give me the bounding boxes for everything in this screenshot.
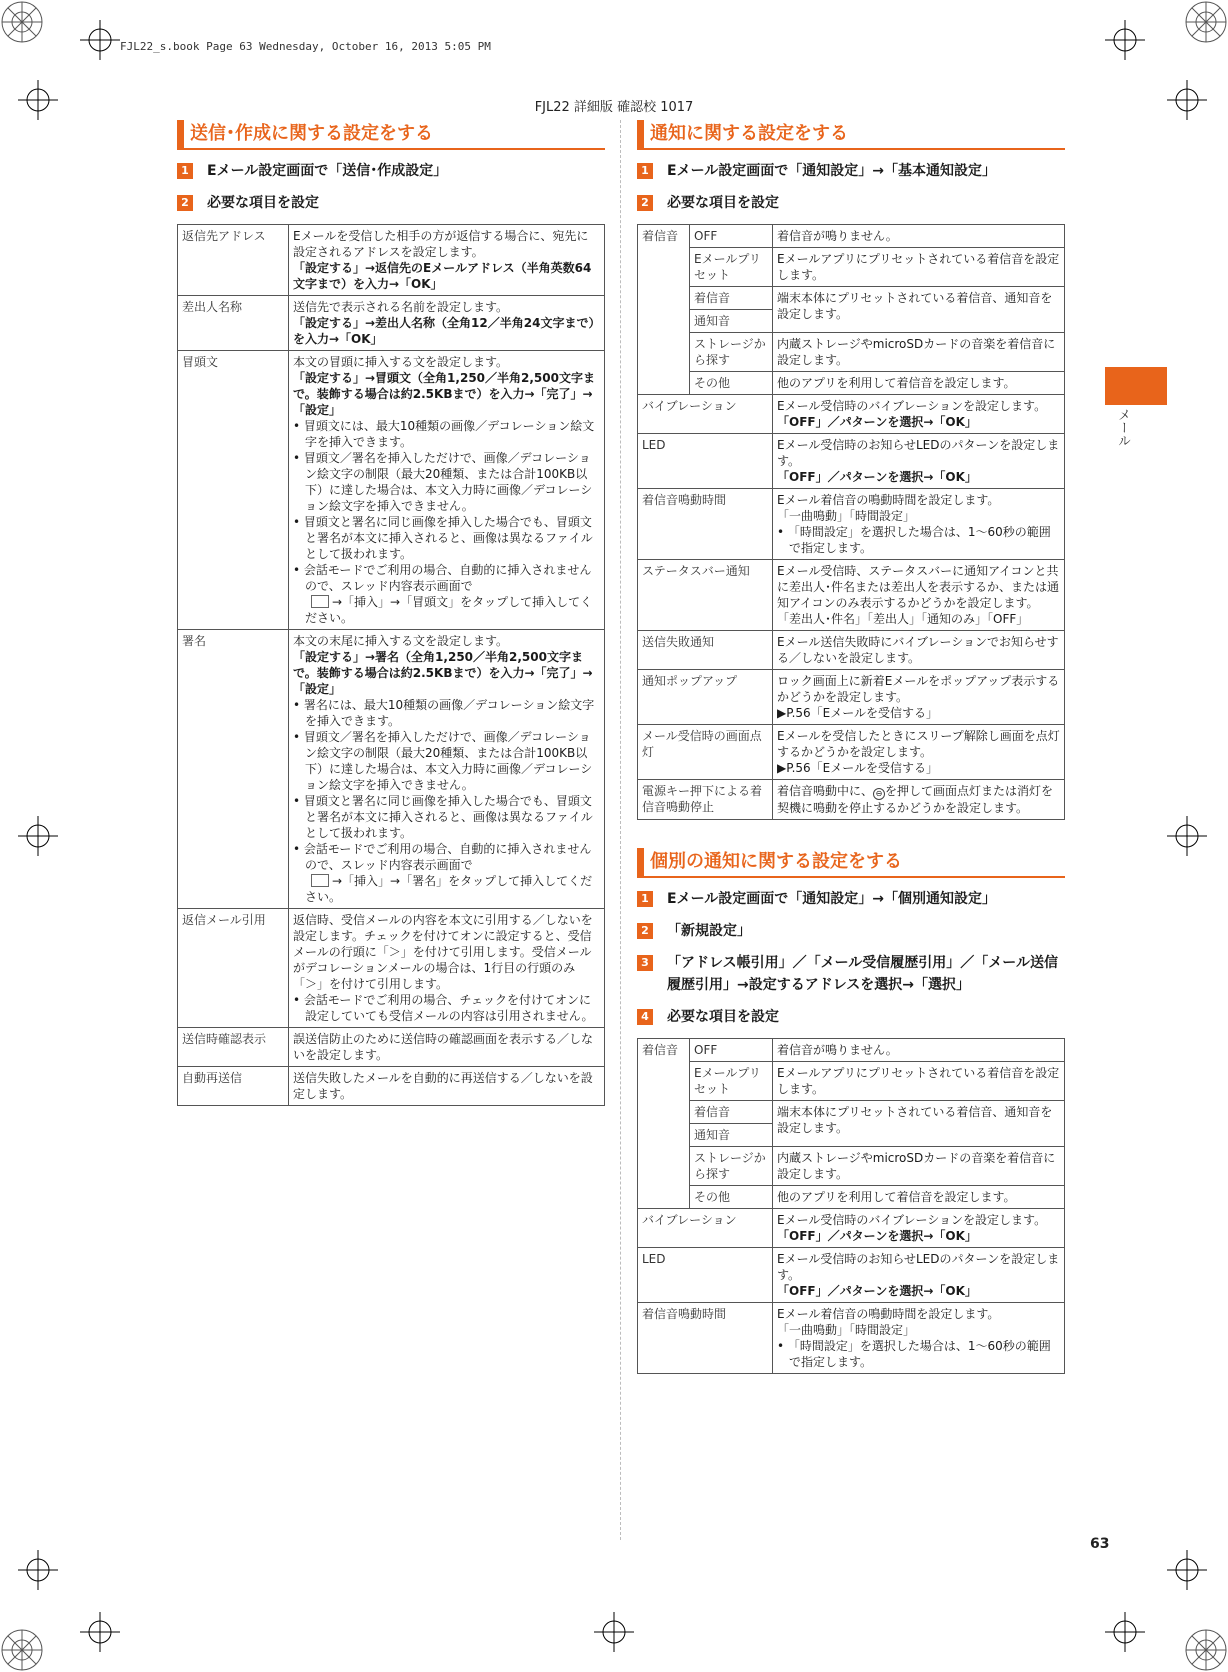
row-desc [289, 351, 605, 630]
desc-text: 「一曲鳴動」「時間設定」 [777, 509, 916, 523]
page-reference: ▶P.56「Eメールを受信する」 [777, 706, 939, 720]
bullet-note: • 冒頭文と署名に同じ画像を挿入した場合でも、冒頭文と署名が本文に挿入されると、画像は異なるファイルとして扱われます。 [293, 515, 593, 561]
table-row [638, 333, 1065, 372]
row-desc [289, 630, 605, 909]
desc-text: 着信音鳴動中に、 [777, 784, 874, 798]
desc-text: Eメール着信音の鳴動時間を設定します。 [777, 1307, 1000, 1321]
table-row [638, 1147, 1065, 1186]
table-row [178, 1067, 605, 1106]
desc-text: 返信時、受信メールの内容を本文に引用する／しないを設定します。チェックを付けてオンに設定すると、受信メールの行頭に「＞」を付けて引用します。受信メールがデコレーションメールの場合は、1行目の行頭のみ「＞」を付けて引用します。 [293, 913, 593, 991]
operation-text: 「設定する」→返信先のEメールアドレス（半角英数64文字まで）を入力→「OK」 [293, 261, 592, 291]
column-divider [620, 120, 621, 1540]
starburst-mark-icon [1186, 1630, 1226, 1670]
bullet-note: • 「時間設定」を選択した場合は、1～60秒の範囲で指定します。 [777, 1339, 1051, 1369]
row-desc: 送信失敗したメールを自動的に再送信する／しないを設定します。 [289, 1067, 605, 1106]
crosshair-mark-icon [80, 1612, 120, 1652]
desc-text: Eメールを受信した相手の方が返信する場合に、宛先に設定されるアドレスを設定します。 [293, 229, 589, 259]
row-label: 冒頭文 [178, 351, 289, 630]
crosshair-mark-icon [18, 1550, 58, 1590]
table-row [638, 1186, 1065, 1209]
bullet-note [293, 562, 600, 626]
table-row [178, 225, 605, 296]
individual-notification-table [637, 1038, 1065, 1374]
bullet-note: • 署名には、最大10種類の画像／デコレーション絵文字を挿入できます。 [293, 698, 595, 728]
desc-text: Eメール受信時のお知らせLEDのパターンを設定します。 [777, 438, 1060, 468]
doc-header: FJL22 詳細版 確認校 1017 [534, 100, 694, 115]
step-number: 3 [637, 955, 653, 971]
step-number: 2 [637, 923, 653, 939]
row-label: 差出人名称 [178, 296, 289, 351]
power-key-icon: ⊖ [873, 788, 885, 800]
desc-text: Eメール受信時のお知らせLEDのパターンを設定します。 [777, 1252, 1060, 1282]
table-row [638, 631, 1065, 670]
table-row [178, 1028, 605, 1067]
section-title: 個別の通知に関する設定をする [637, 848, 1065, 878]
row-desc [773, 670, 1065, 725]
row-label: 返信先アドレス [178, 225, 289, 296]
operation-text: 「OFF」／パターンを選択→「OK」 [777, 1229, 977, 1243]
step-text: 「アドレス帳引用」／「メール受信履歴引用」／「メール送信履歴引用」→設定するアドレスを選択→「選択」 [667, 955, 1059, 993]
row-desc: 着信音が鳴りません。 [773, 1039, 1065, 1062]
row-label: 着信音 [638, 225, 690, 395]
row-desc: Eメール送信失敗時にバイブレーションでお知らせする／しないを設定します。 [773, 631, 1065, 670]
sub-label: 着信音 [690, 1101, 773, 1124]
row-label: 送信時確認表示 [178, 1028, 289, 1067]
row-label: 着信音 [638, 1039, 690, 1209]
table-row [638, 1101, 1065, 1124]
crosshair-mark-icon [594, 1612, 634, 1652]
starburst-mark-icon [2, 2, 42, 42]
step-text: 必要な項目を設定 [667, 195, 779, 211]
bullet-note: • 会話モードでご利用の場合、チェックを付けてオンに設定していても受信メールの内容は引用されません。 [293, 993, 594, 1023]
step-text: 必要な項目を設定 [667, 1009, 779, 1025]
bullet-note: • 冒頭文と署名に同じ画像を挿入した場合でも、冒頭文と署名が本文に挿入されると、画像は異なるファイルとして扱われます。 [293, 794, 593, 840]
table-row [638, 780, 1065, 820]
table-row [638, 670, 1065, 725]
row-desc [773, 1209, 1065, 1248]
row-desc: 他のアプリを利用して着信音を設定します。 [773, 1186, 1065, 1209]
left-column [177, 120, 605, 1134]
row-desc: 内蔵ストレージやmicroSDカードの音楽を着信音に設定します。 [773, 1147, 1065, 1186]
row-label: バイブレーション [638, 395, 773, 434]
bullet-note: • 「時間設定」を選択した場合は、1～60秒の範囲で指定します。 [777, 525, 1051, 555]
desc-text: 「差出人･件名」「差出人」「通知のみ」「OFF」 [777, 612, 1029, 626]
bullet-note: • 冒頭文には、最大10種類の画像／デコレーション絵文字を挿入できます。 [293, 419, 595, 449]
bullet-note [293, 841, 600, 905]
table-row [638, 248, 1065, 287]
operation-text: 「OFF」／パターンを選択→「OK」 [777, 415, 977, 429]
step [637, 888, 1065, 910]
table-row [178, 351, 605, 630]
row-label: 返信メール引用 [178, 909, 289, 1028]
crosshair-mark-icon [18, 816, 58, 856]
row-label: バイブレーション [638, 1209, 773, 1248]
page-number: 63 [1090, 1536, 1110, 1552]
sub-label: ストレージから探す [690, 333, 773, 372]
chapter-tab [1105, 367, 1167, 405]
row-desc [773, 1248, 1065, 1303]
step-text: Eメール設定画面で「送信･作成設定」 [207, 163, 448, 179]
right-column [637, 120, 1065, 1402]
step-number: 1 [637, 891, 653, 907]
desc-text: 「一曲鳴動」「時間設定」 [777, 1323, 916, 1337]
step-number: 2 [177, 195, 193, 211]
row-label: 着信音鳴動時間 [638, 489, 773, 560]
desc-text: 送信先で表示される名前を設定します。 [293, 300, 509, 314]
row-desc [773, 725, 1065, 780]
desc-text: ロック画面上に新着Eメールをポップアップ表示するかどうかを設定します。 [777, 674, 1060, 704]
sub-label: Eメールプリセット [690, 1062, 773, 1101]
row-desc [773, 395, 1065, 434]
row-label: LED [638, 434, 773, 489]
bullet-text: • 会話モードでご利用の場合、自動的に挿入されませんので、スレッド内容表示画面で [293, 842, 592, 872]
desc-text: 本文の末尾に挿入する文を設定します。 [293, 634, 509, 648]
operation-text: 「OFF」／パターンを選択→「OK」 [777, 1284, 977, 1298]
sub-label: その他 [690, 372, 773, 395]
sub-label: ストレージから探す [690, 1147, 773, 1186]
table-row [638, 1209, 1065, 1248]
row-label: LED [638, 1248, 773, 1303]
step-number: 2 [637, 195, 653, 211]
row-desc [289, 909, 605, 1028]
bullet-text: • 会話モードでご利用の場合、自動的に挿入されませんので、スレッド内容表示画面で [293, 563, 592, 593]
desc-text: Eメール受信時のバイブレーションを設定します。 [777, 399, 1047, 413]
step-number: 4 [637, 1009, 653, 1025]
table-row [638, 372, 1065, 395]
sub-label: OFF [690, 1039, 773, 1062]
crosshair-mark-icon [1167, 816, 1207, 856]
table-row [638, 225, 1065, 248]
operation-text: 「設定する」→冒頭文（全角1,250／半角2,500文字まで。装飾する場合は約2.5KBまで）を入力→「完了」→「設定」 [293, 371, 595, 417]
row-desc [773, 1303, 1065, 1374]
bullet-note: • 冒頭文／署名を挿入しただけで、画像／デコレーション絵文字の制限（最大20種類、または合計100KB以下）に達した場合は、本文入力時に画像／デコレーション絵文字を挿入できません。 [293, 451, 593, 513]
step-number: 1 [177, 163, 193, 179]
step [637, 160, 1065, 182]
sub-label: Eメールプリセット [690, 248, 773, 287]
step-text: Eメール設定画面で「通知設定」→「個別通知設定」 [667, 891, 997, 907]
desc-text: 本文の冒頭に挿入する文を設定します。 [293, 355, 509, 369]
row-desc: Eメールアプリにプリセットされている着信音を設定します。 [773, 248, 1065, 287]
table-row [638, 725, 1065, 780]
table-row [638, 1062, 1065, 1101]
sub-label: 着信音 [690, 287, 773, 310]
step [637, 920, 1065, 942]
book-header: FJL22_s.book Page 63 Wednesday, October 16, 2013 5:05 PM [120, 40, 491, 53]
row-label: メール受信時の画面点灯 [638, 725, 773, 780]
row-desc: 誤送信防止のために送信時の確認画面を表示する／しないを設定します。 [289, 1028, 605, 1067]
bullet-text: →「挿入」→「署名」をタップして挿入してください。 [305, 874, 593, 904]
table-row [178, 296, 605, 351]
row-desc: 端末本体にプリセットされている着信音、通知音を設定します。 [773, 1101, 1065, 1147]
table-row [638, 560, 1065, 631]
bullet-note: • 冒頭文／署名を挿入しただけで、画像／デコレーション絵文字の制限（最大20種類、または合計100KB以下）に達した場合は、本文入力時に画像／デコレーション絵文字を挿入できません。 [293, 730, 593, 792]
row-desc: Eメールアプリにプリセットされている着信音を設定します。 [773, 1062, 1065, 1101]
step [177, 192, 605, 214]
row-label: 署名 [178, 630, 289, 909]
row-label: 着信音鳴動時間 [638, 1303, 773, 1374]
row-desc: 他のアプリを利用して着信音を設定します。 [773, 372, 1065, 395]
desc-text: Eメール受信時、ステータスバーに通知アイコンと共に差出人･件名または差出人を表示するか、または通知アイコンのみ表示するかどうかを設定します。 [777, 564, 1060, 610]
table-row [638, 395, 1065, 434]
operation-text: 「設定する」→差出人名称（全角12／半角24文字まで）を入力→「OK」 [293, 316, 595, 346]
sub-label: 通知音 [690, 1124, 773, 1147]
table-row [638, 1039, 1065, 1062]
row-label: 送信失敗通知 [638, 631, 773, 670]
row-desc: 内蔵ストレージやmicroSDカードの音楽を着信音に設定します。 [773, 333, 1065, 372]
step-text: Eメール設定画面で「通知設定」→「基本通知設定」 [667, 163, 997, 179]
crosshair-mark-icon [1105, 20, 1145, 60]
table-row [638, 287, 1065, 310]
table-row [638, 434, 1065, 489]
step [637, 1006, 1065, 1028]
table-row [178, 909, 605, 1028]
row-desc: 着信音が鳴りません。 [773, 225, 1065, 248]
notification-settings-table [637, 224, 1065, 820]
sub-label: その他 [690, 1186, 773, 1209]
chapter-label: メール [1115, 408, 1130, 447]
section-title: 通知に関する設定をする [637, 120, 1065, 150]
row-label: 電源キー押下による着信音鳴動停止 [638, 780, 773, 820]
crosshair-mark-icon [1105, 1612, 1145, 1652]
row-desc [289, 296, 605, 351]
crosshair-mark-icon [1167, 1550, 1207, 1590]
step-text: 「新規設定」 [667, 923, 751, 939]
row-label: ステータスバー通知 [638, 560, 773, 631]
starburst-mark-icon [1186, 2, 1226, 42]
step [637, 952, 1065, 996]
step-number: 1 [637, 163, 653, 179]
step [637, 192, 1065, 214]
row-desc [773, 434, 1065, 489]
send-settings-table [177, 224, 605, 1106]
row-desc [289, 225, 605, 296]
menu-key-icon [311, 874, 329, 887]
row-desc [773, 489, 1065, 560]
crosshair-mark-icon [80, 20, 120, 60]
section-title: 送信･作成に関する設定をする [177, 120, 605, 150]
sub-label: 通知音 [690, 310, 773, 333]
desc-text: を押して画面点灯または消灯を契機に鳴動を停止するかどうかを設定します。 [777, 784, 1054, 815]
menu-key-icon [311, 595, 329, 608]
desc-text: Eメールを受信したときにスリープ解除し画面を点灯するかどうかを設定します。 [777, 729, 1060, 759]
operation-text: 「OFF」／パターンを選択→「OK」 [777, 470, 977, 484]
row-desc [773, 780, 1065, 820]
desc-text: Eメール受信時のバイブレーションを設定します。 [777, 1213, 1047, 1227]
table-row [178, 630, 605, 909]
desc-text: Eメール着信音の鳴動時間を設定します。 [777, 493, 1000, 507]
bullet-text: →「挿入」→「冒頭文」をタップして挿入してください。 [305, 595, 593, 625]
page-reference: ▶P.56「Eメールを受信する」 [777, 761, 939, 775]
sub-label: OFF [690, 225, 773, 248]
table-row [638, 489, 1065, 560]
table-row [638, 1303, 1065, 1374]
row-desc: 端末本体にプリセットされている着信音、通知音を設定します。 [773, 287, 1065, 333]
row-desc [773, 560, 1065, 631]
starburst-mark-icon [2, 1630, 42, 1670]
step-text: 必要な項目を設定 [207, 195, 319, 211]
row-label: 通知ポップアップ [638, 670, 773, 725]
step [177, 160, 605, 182]
operation-text: 「設定する」→署名（全角1,250／半角2,500文字まで。装飾する場合は約2.5KBまで）を入力→「完了」→「設定」 [293, 650, 593, 696]
table-row [638, 1248, 1065, 1303]
row-label: 自動再送信 [178, 1067, 289, 1106]
